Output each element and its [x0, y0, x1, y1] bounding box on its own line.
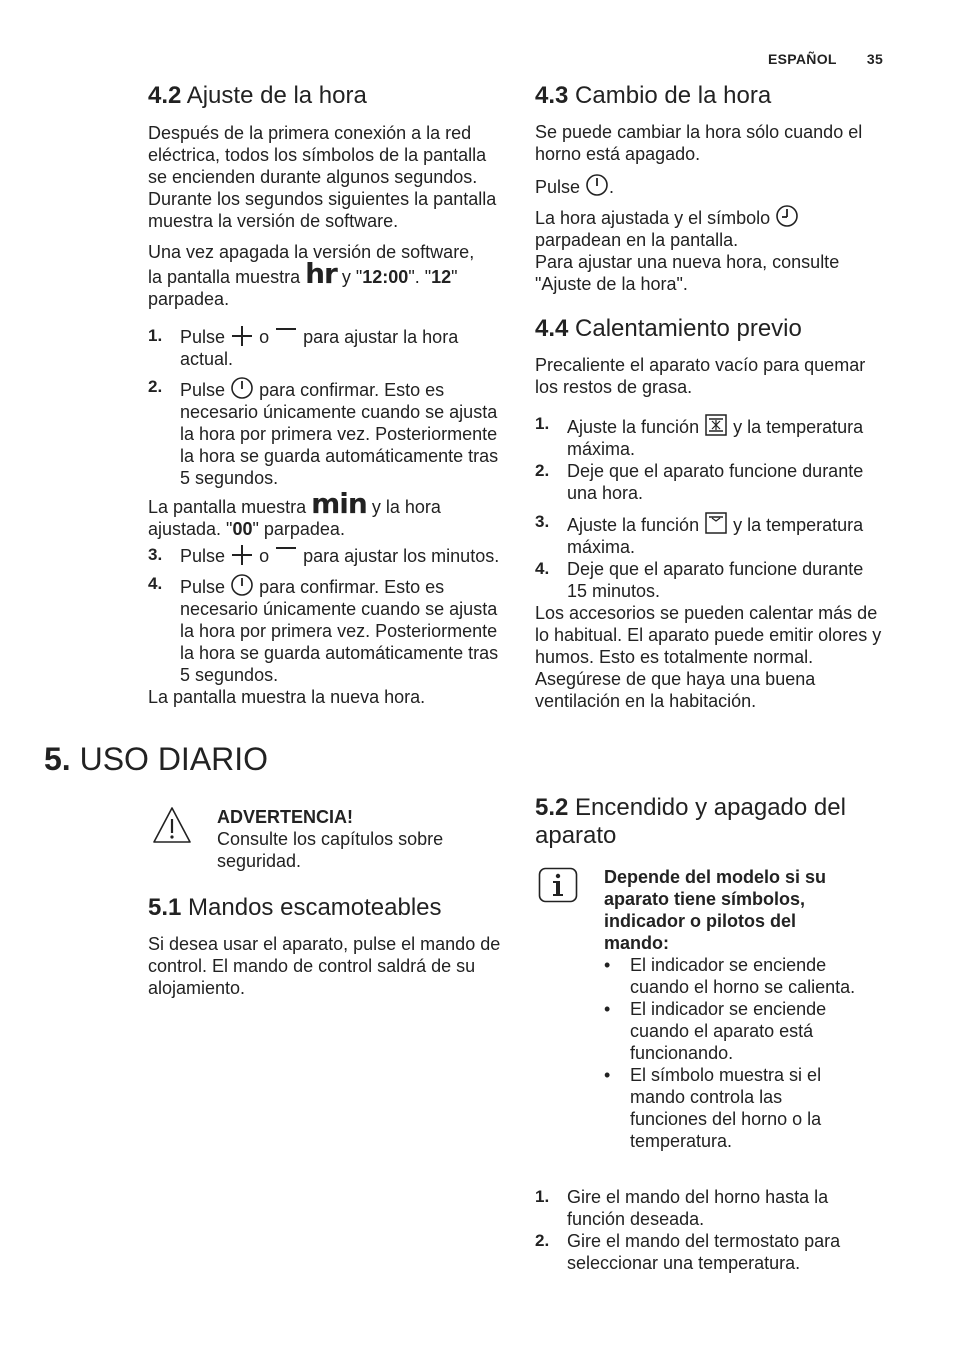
warning-triangle-icon: [152, 806, 192, 844]
paragraph: La pantalla muestra min y la hora ajustada. "00" parpadea.: [148, 487, 441, 539]
list-item: 3. Pulse o para ajustar los minutos.: [148, 545, 500, 566]
info-block: [604, 866, 864, 1152]
page-number: 35: [866, 51, 884, 67]
section-5-2: [535, 794, 885, 850]
plus-icon: [230, 544, 254, 566]
clock-hand-icon: [775, 204, 799, 228]
bullet-item: [604, 1064, 864, 1152]
paragraph: Precaliente el aparato vacío para quemar los restos de grasa.: [535, 355, 866, 397]
paragraph: Se puede cambiar la hora sólo cuando el horno está apagado.: [535, 122, 863, 164]
header-language: ESPAÑOL: [768, 51, 837, 67]
paragraph: La pantalla muestra la nueva hora.: [148, 687, 426, 707]
section-title: 5.1 Mandos escamoteables: [148, 894, 442, 921]
paragraph: Pulse .: [535, 173, 885, 198]
min-symbol: min: [311, 487, 367, 520]
list-item: 2. Deje que el aparato funcione durante una hora.: [535, 461, 864, 503]
list-item: 3. Ajuste la función y la temperatura máxima.: [535, 512, 864, 557]
section-title: 4.2 Ajuste de la hora: [148, 82, 367, 109]
bullet-dot: •: [604, 999, 611, 1019]
warning-title: ADVERTENCIA!: [217, 807, 354, 827]
list-item: 1. Ajuste la función y la temperatura máxima.: [535, 414, 864, 459]
warning-block: [217, 806, 507, 872]
list-item: 4. Pulse para confirmar. Esto es necesario únicamente cuando se ajusta la hora por primera vez. Posteriormente la hora se guarda automáticamente tras 5 segundos.: [148, 574, 499, 685]
clock-icon: [585, 173, 609, 197]
bullet-item: [604, 998, 864, 1064]
list-item: 4. Deje que el aparato funcione durante 15 minutos.: [535, 559, 864, 601]
section-4-3: [535, 82, 885, 295]
list-item: 2. Pulse para confirmar. Esto es necesario únicamente cuando se ajusta la hora por primera vez. Posteriormente la hora se guarda automáticamente tras 5 segundos.: [148, 377, 499, 488]
paragraph: Después de la primera conexión a la red eléctrica, todos los símbolos de la pantalla se encienden durante algunos segundos. Durante los segundos siguientes la pantalla muestra la versión de software.: [148, 123, 497, 231]
plus-icon: [230, 325, 254, 347]
bullet-dot: •: [604, 955, 611, 975]
chapter-5-title: 5. USO DIARIO: [44, 741, 269, 777]
heating-function-icon: [704, 413, 728, 437]
bullet-text: El indicador se enciende cuando el aparato está funcionando.: [630, 999, 827, 1063]
section-4-4: [535, 315, 885, 712]
top-heat-icon: [704, 511, 728, 535]
clock-icon: [230, 376, 254, 400]
paragraph: Una vez apagada la versión de software, la pantalla muestra hr y "12:00". "12" parpadea.: [148, 242, 475, 309]
bullet-list: [604, 954, 864, 1152]
list-item: 2. Gire el mando del termostato para seleccionar una temperatura.: [535, 1231, 841, 1273]
info-text: Depende del modelo si su aparato tiene símbolos, indicador o pilotos del mando:: [604, 867, 827, 953]
hr-symbol: hr: [305, 257, 337, 290]
bullet-dot: •: [604, 1065, 611, 1085]
list-item: 1. Pulse o para ajustar la hora actual.: [148, 326, 459, 369]
warning-text: Consulte los capítulos sobre seguridad.: [217, 829, 444, 871]
bullet-text: El símbolo muestra si el mando controla las funciones del horno o la temperatura.: [630, 1065, 822, 1151]
section-title: 4.3 Cambio de la hora: [535, 82, 772, 109]
paragraph: La hora ajustada y el símbolo parpadean en la pantalla. Para ajustar una nueva hora, consulte "Ajuste de la hora".: [535, 204, 885, 295]
page-header: [768, 51, 883, 67]
bullet-text: El indicador se enciende cuando el horno se calienta.: [630, 955, 856, 997]
minus-icon: [274, 544, 298, 566]
minus-icon: [274, 325, 298, 347]
info-icon: [538, 867, 578, 903]
section-title: 5.2 Encendido y apagado del aparato: [535, 794, 846, 849]
section-4-2: [148, 82, 506, 708]
bullet-item: [604, 954, 864, 998]
paragraph: Los accesorios se pueden calentar más de lo habitual. El aparato puede emitir olores y humos. Esto es totalmente normal. Asegúrese de que haya una buena ventilación en la habitación.: [535, 603, 882, 711]
list-item: 1. Gire el mando del horno hasta la función deseada.: [535, 1187, 829, 1229]
section-5-1: [148, 894, 506, 999]
section-5-2-steps: [535, 1186, 885, 1274]
paragraph: Si desea usar el aparato, pulse el mando de control. El mando de control saldrá de su alojamiento.: [148, 934, 501, 998]
clock-icon: [230, 573, 254, 597]
section-title: 4.4 Calentamiento previo: [535, 315, 802, 342]
